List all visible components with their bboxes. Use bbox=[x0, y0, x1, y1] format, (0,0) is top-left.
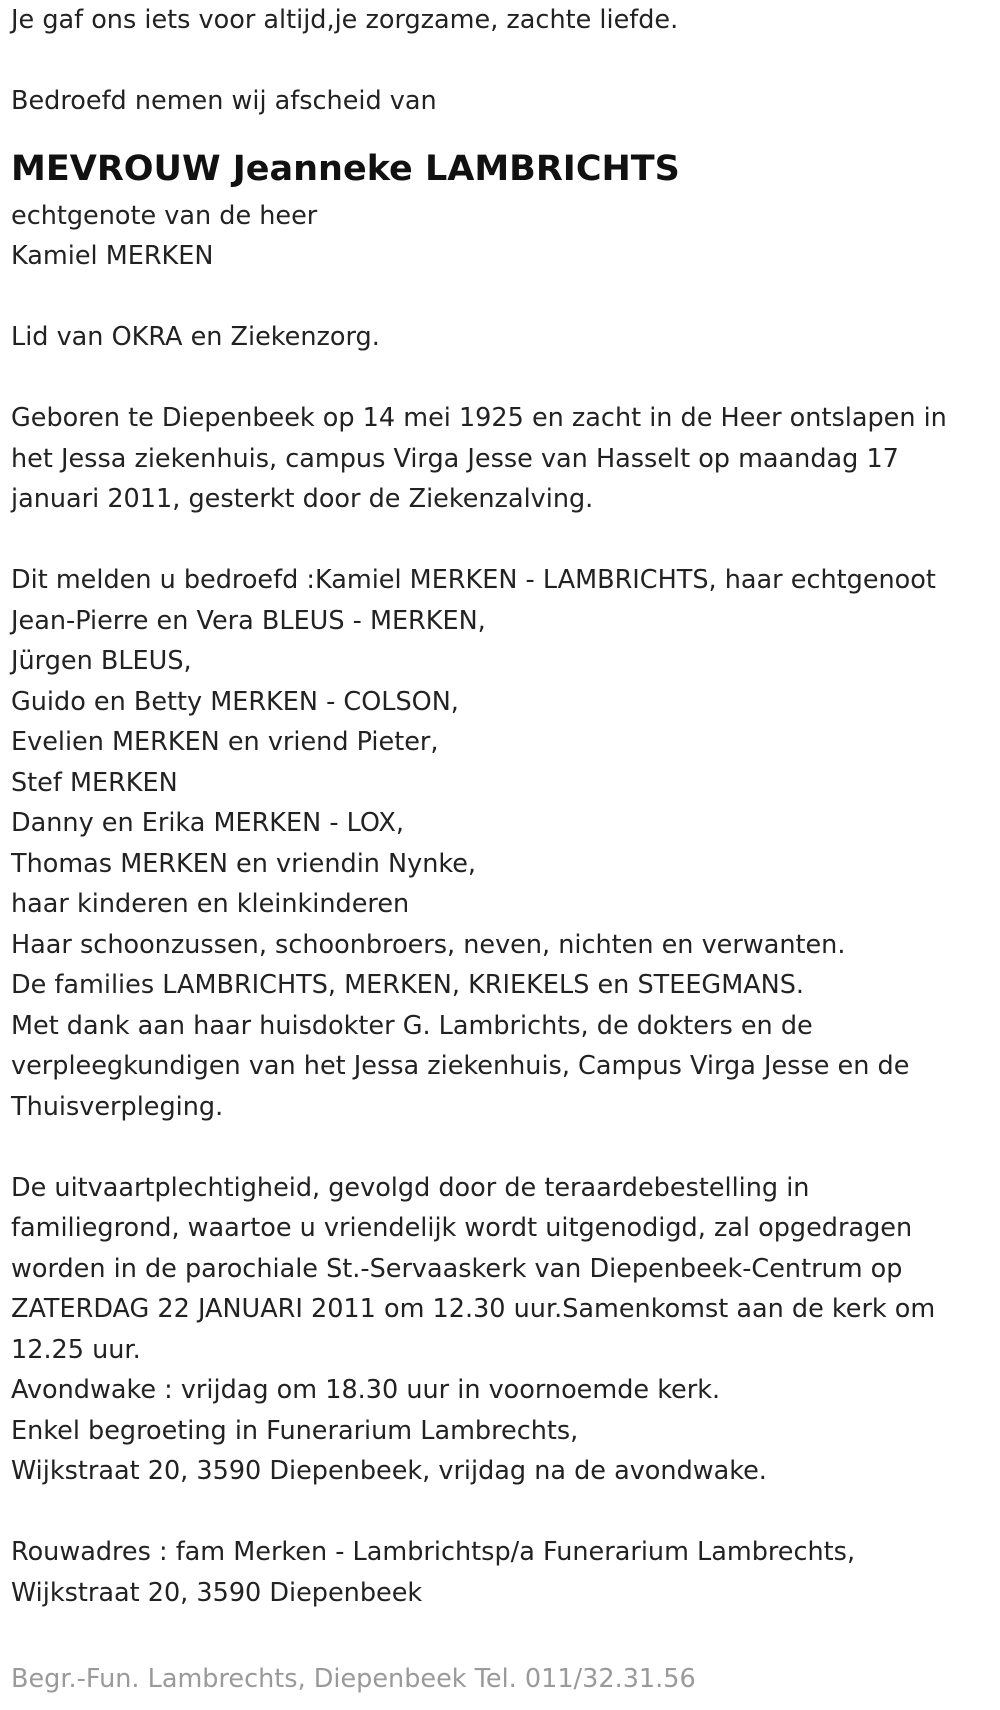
mourner-line: Danny en Erika MERKEN - LOX, bbox=[11, 808, 404, 838]
ceremony-line: De uitvaartplechtigheid, gevolgd door de teraardebestelling in bbox=[11, 1172, 810, 1203]
ceremony-line: Wijkstraat 20, 3590 Diepenbeek, vrijdag na de avondwake. bbox=[11, 1456, 767, 1486]
ceremony-line: familiegrond, waartoe u vriendelijk wordt uitgenodigd, zal opgedragen bbox=[11, 1213, 913, 1243]
ceremony-line: Avondwake : vrijdag om 18.30 uur in voornoemde kerk. bbox=[11, 1375, 721, 1405]
ceremony-line: ZATERDAG 22 JANUARI 2011 om 12.30 uur.Samenkomst aan de kerk om bbox=[11, 1294, 936, 1324]
spouse-relation: echtgenote van de heer bbox=[11, 200, 318, 231]
mourner-line: verpleegkundigen van het Jessa ziekenhuis, Campus Virga Jesse en de bbox=[11, 1051, 910, 1081]
birth-death-paragraph bbox=[11, 398, 996, 520]
membership: Lid van OKRA en Ziekenzorg. bbox=[11, 322, 380, 352]
mourner-line: haar kinderen en kleinkinderen bbox=[11, 889, 410, 919]
spacer bbox=[11, 358, 996, 399]
mourner-line: Jürgen BLEUS, bbox=[11, 646, 192, 676]
mourner-line: Thuisverpleging. bbox=[11, 1091, 224, 1122]
address-line: Rouwadres : fam Merken - Lambrichtsp/a Funerarium Lambrechts, bbox=[11, 1537, 856, 1567]
deceased-name: MEVROUW Jeanneke LAMBRICHTS bbox=[11, 148, 680, 189]
mourner-line: De families LAMBRICHTS, MERKEN, KRIEKELS en STEEGMANS. bbox=[11, 970, 805, 1000]
spacer bbox=[11, 277, 996, 318]
mourner-line: Met dank aan haar huisdokter G. Lambrichts, de dokters en de bbox=[11, 1010, 813, 1041]
paragraph-line: januari 2011, gesterkt door de Ziekenzalving. bbox=[11, 484, 594, 514]
spacer bbox=[11, 41, 996, 82]
mourning-address bbox=[11, 1532, 996, 1613]
ceremony-line: worden in de parochiale St.-Servaaskerk van Diepenbeek-Centrum op bbox=[11, 1253, 903, 1284]
mourner-line: Haar schoonzussen, schoonbroers, neven, nichten en verwanten. bbox=[11, 929, 846, 960]
address-line: Wijkstraat 20, 3590 Diepenbeek bbox=[11, 1577, 423, 1608]
spacer bbox=[11, 520, 996, 561]
mourners-list bbox=[11, 560, 996, 1127]
opening-quote: Je gaf ons iets voor altijd,je zorgzame, zachte liefde. bbox=[11, 5, 679, 35]
mourner-line: Guido en Betty MERKEN - COLSON, bbox=[11, 686, 459, 717]
spouse-name: Kamiel MERKEN bbox=[11, 241, 214, 271]
ceremony-paragraph bbox=[11, 1168, 996, 1492]
mourner-line: Jean-Pierre en Vera BLEUS - MERKEN, bbox=[11, 605, 486, 636]
announcement-intro: Bedroefd nemen wij afscheid van bbox=[11, 86, 437, 116]
ceremony-line: Enkel begroeting in Funerarium Lambrechts, bbox=[11, 1415, 579, 1446]
ceremony-line: 12.25 uur. bbox=[11, 1334, 141, 1365]
spacer bbox=[11, 1492, 996, 1533]
spacer bbox=[11, 1127, 996, 1168]
mourner-line: Stef MERKEN bbox=[11, 767, 178, 798]
funeral-home-footer: Begr.-Fun. Lambrechts, Diepenbeek Tel. 011/32.31.56 bbox=[11, 1664, 696, 1694]
mourner-line: Thomas MERKEN en vriendin Nynke, bbox=[11, 848, 477, 879]
mourner-line: Dit melden u bedroefd :Kamiel MERKEN - LAMBRICHTS, haar echtgenoot bbox=[11, 565, 936, 595]
paragraph-line: Geboren te Diepenbeek op 14 mei 1925 en zacht in de Heer ontslapen in bbox=[11, 403, 947, 433]
paragraph-line: het Jessa ziekenhuis, campus Virga Jesse van Hasselt op maandag 17 bbox=[11, 443, 899, 474]
mourner-line: Evelien MERKEN en vriend Pieter, bbox=[11, 727, 439, 757]
obituary-notice bbox=[11, 0, 996, 1700]
